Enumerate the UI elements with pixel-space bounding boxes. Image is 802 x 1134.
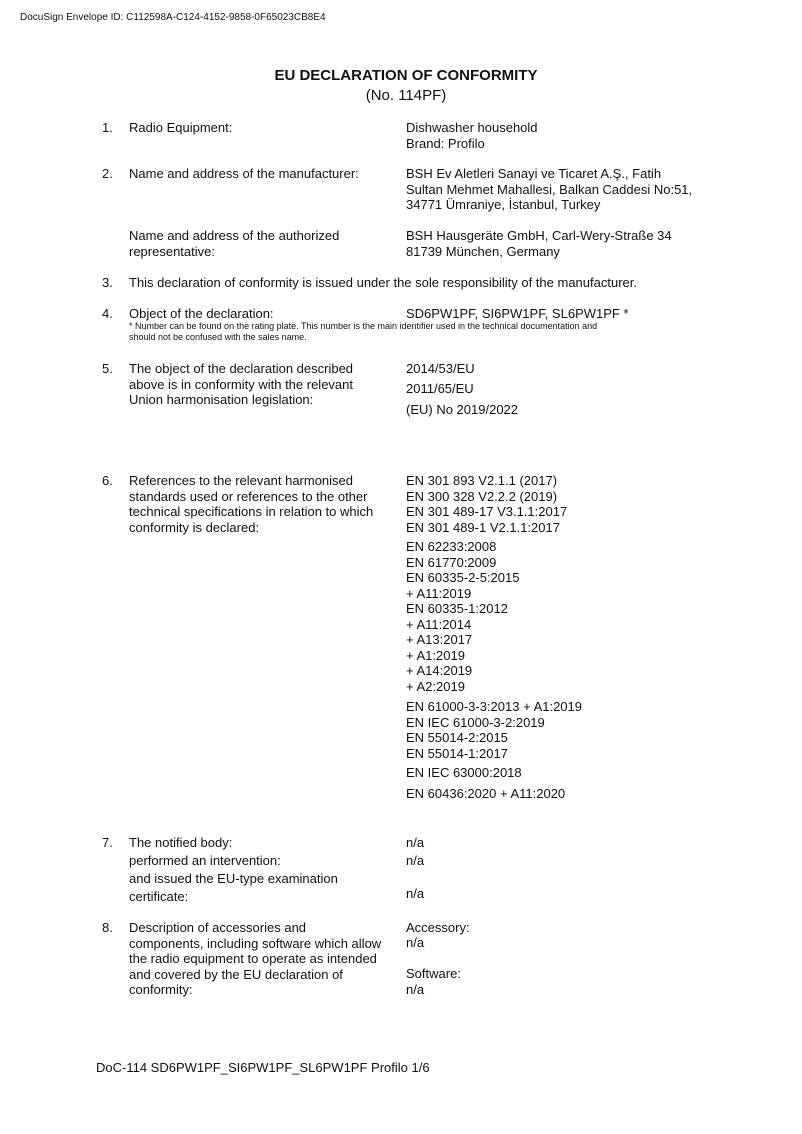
label-line: and covered by the EU declaration of: [129, 966, 343, 982]
label-line: above is in conformity with the relevant: [129, 376, 353, 392]
equipment-brand: Brand: Profilo: [406, 135, 485, 151]
standard-item: EN 62233:2008: [406, 539, 497, 554]
standard-item: EN 60335-2-5:2015: [406, 570, 520, 585]
label-line: conformity is declared:: [129, 519, 260, 535]
label-line: Name and address of the authorized: [129, 228, 340, 243]
legislation-2014-53: 2014/53/EU: [406, 361, 475, 376]
label-line: Description of accessories and: [129, 920, 307, 935]
software-label: Software:: [406, 966, 461, 981]
equipment-type: Dishwasher household: [406, 120, 538, 135]
accessory-label: Accessory:: [406, 920, 470, 935]
standard-item: + A1:2019: [406, 647, 465, 663]
footnote-line: * Number can be found on the rating plate. This number is the main identifier used in the technical documentation and: [129, 321, 598, 331]
representative-address: [406, 228, 672, 259]
page-title: EU DECLARATION OF CONFORMITY: [274, 67, 538, 84]
standard-item: EN 60335-1:2012: [406, 601, 508, 616]
section-3-number: 3.: [102, 275, 113, 290]
section-5-number: 5.: [102, 361, 113, 376]
standard-item: EN 301 489-17 V3.1.1:2017: [406, 504, 568, 519]
certificate-value: n/a: [406, 886, 425, 901]
section-8-number: 8.: [102, 920, 113, 935]
section-1-label: Radio Equipment:: [129, 120, 233, 135]
standard-item: + A2:2019: [406, 678, 465, 694]
section-5-label: [129, 361, 353, 408]
legislation-2011-65: 2011/65/EU: [406, 381, 474, 396]
software-value: n/a: [406, 982, 425, 997]
certificate-label-line1: and issued the EU-type examination: [129, 871, 338, 886]
standard-item: EN 301 893 V2.1.1 (2017): [406, 473, 558, 488]
standard-item: EN 55014-1:2017: [406, 745, 508, 761]
model-number-footnote: [129, 321, 597, 343]
standard-item: EN 60436:2020 + A11:2020: [406, 786, 566, 801]
label-line: The object of the declaration described: [129, 361, 354, 376]
label-line: conformity:: [129, 982, 193, 997]
standard-item: + A11:2014: [406, 616, 472, 632]
standards-rohs: [406, 765, 522, 781]
page-footer: DoC-114 SD6PW1PF_SI6PW1PF_SL6PW1PF Profilo 1/6: [96, 1060, 430, 1075]
certificate-label-line2: certificate:: [129, 889, 189, 904]
label-line: standards used or references to the other: [129, 488, 368, 504]
envelope-id: DocuSign Envelope ID: C112598A-C124-4152-9858-0F65023CB8E4: [20, 12, 326, 23]
section-6-number: 6.: [102, 473, 113, 488]
label-line: References to the relevant harmonised: [129, 473, 354, 488]
standard-item: + A11:2019: [406, 585, 472, 601]
legislation-2019-2022: (EU) No 2019/2022: [406, 402, 519, 417]
standard-item: EN 61000-3-3:2013 + A1:2019: [406, 699, 583, 714]
standard-item: EN 61770:2009: [406, 554, 497, 570]
label-line: components, including software which allow: [129, 935, 382, 951]
section-1-value: [406, 120, 538, 151]
section-2-number: 2.: [102, 166, 113, 181]
standard-item: + A14:2019: [406, 663, 473, 678]
standard-item: EN IEC 61000-3-2:2019: [406, 714, 545, 730]
label-line: Union harmonisation legislation:: [129, 392, 314, 407]
notified-body-label: The notified body:: [129, 835, 233, 850]
accessory-value: n/a: [406, 935, 425, 950]
intervention-label: performed an intervention:: [129, 853, 281, 868]
standards-performance: [406, 786, 565, 802]
label-line: representative:: [129, 243, 215, 259]
representative-label: [129, 228, 339, 259]
section-4-label: Object of the declaration:: [129, 306, 274, 321]
standard-item: EN IEC 63000:2018: [406, 765, 522, 780]
standard-item: + A13:2017: [406, 632, 473, 647]
standard-item: EN 55014-2:2015: [406, 730, 508, 745]
intervention-value: n/a: [406, 853, 425, 868]
section-6-label: [129, 473, 373, 535]
standards-safety: [406, 539, 519, 694]
address-line: BSH Ev Aletleri Sanayi ve Ticaret A.Ş., Fatih: [406, 166, 662, 181]
section-7-number: 7.: [102, 835, 113, 850]
address-line: BSH Hausgeräte GmbH, Carl-Wery-Straße 34: [406, 228, 672, 243]
section-8-label: [129, 920, 381, 998]
address-line: 34771 Ümraniye, İstanbul, Turkey: [406, 197, 601, 212]
manufacturer-address: [406, 166, 692, 213]
label-line: technical specifications in relation to which: [129, 504, 374, 519]
declaration-number: (No. 114PF): [365, 87, 447, 104]
standards-radio: [406, 473, 567, 535]
section-4-number: 4.: [102, 306, 113, 321]
notified-body-value: n/a: [406, 835, 425, 850]
section-3-text: This declaration of conformity is issued under the sole responsibility of the manufacturer.: [129, 275, 637, 290]
section-1-number: 1.: [102, 120, 113, 135]
model-numbers: SD6PW1PF, SI6PW1PF, SL6PW1PF *: [406, 306, 629, 321]
standards-emc: [406, 699, 582, 761]
standard-item: EN 300 328 V2.2.2 (2019): [406, 488, 558, 504]
address-line: 81739 München, Germany: [406, 243, 560, 259]
standard-item: EN 301 489-1 V2.1.1:2017: [406, 519, 560, 535]
footnote-line: should not be confused with the sales name.: [129, 332, 307, 342]
label-line: the radio equipment to operate as intended: [129, 951, 377, 966]
section-2-label: Name and address of the manufacturer:: [129, 166, 359, 181]
address-line: Sultan Mehmet Mahallesi, Balkan Caddesi No:51,: [406, 181, 693, 197]
